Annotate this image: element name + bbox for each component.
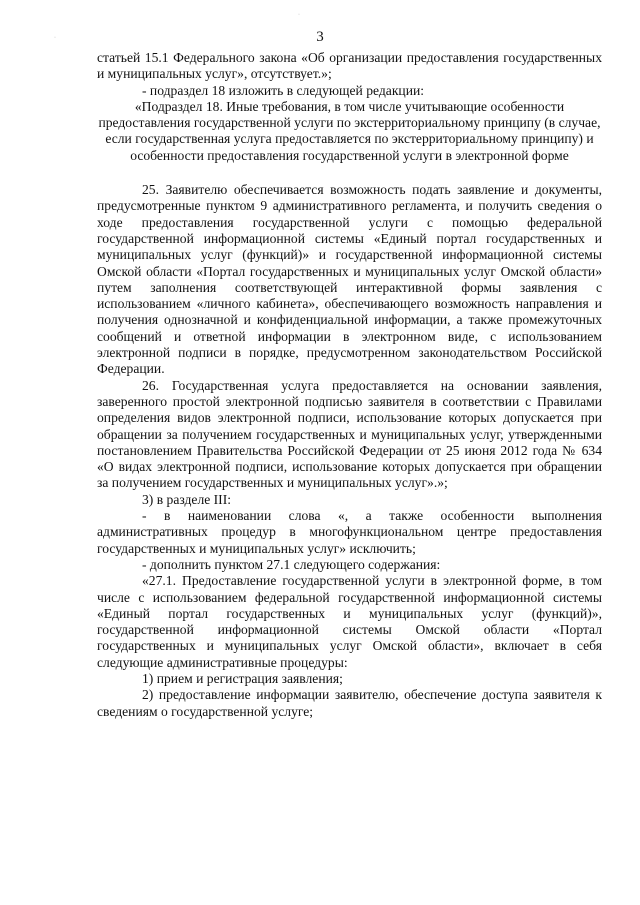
paragraph: статьей 15.1 Федерального закона «Об организации предоставления государственных и муниципальных услуг», отсутствует.»; xyxy=(97,50,602,82)
paragraph: 2) предоставление информации заявителю, обеспечение доступа заявителя к сведениям о государственной услуге; xyxy=(97,687,602,719)
paragraph: 26. Государственная услуга предоставляется на основании заявления, заверенного простой электронной подписью заявителя в соответствии с Правилами определения видов электронной подписи, использование которых допускается при обращении за получением государственных и муниципальных услуг, утвержденными постановлением Правительства Российской Федерации от 25 июня 2012 года № 634 «О видах электронной подписи, использование которых допускается при обращении за получением государственных и муниципальных услуг».»; xyxy=(97,377,602,491)
page-number: 3 xyxy=(316,29,324,45)
paragraph: - подраздел 18 изложить в следующей редакции: xyxy=(142,82,425,98)
spacer xyxy=(97,164,602,182)
paragraph: 25. Заявителю обеспечивается возможность подать заявление и документы, предусмотренные пунктом 9 административного регламента, и получить сведения о ходе предоставления государственной услуги с помощью федеральной государственной информационной системы «Единый портал государственных и муниципальных услуг (функций)» и государственной информационной системы Омской области «Портал государственных и муниципальных услуг Омской области» путем заполнения соответствующей интерактивной формы заявления с использованием «личного кабинета», обеспечивающего возможность направления и получения однозначной и конфиденциальной информации, а также промежуточных сообщений и ответной информации в электронном виде, с использованием электронной подписи в порядке, предусмотренном законодательством Российской Федерации. xyxy=(97,182,602,377)
paragraph: 1) прием и регистрация заявления; xyxy=(142,670,343,686)
scan-speck: · xyxy=(298,12,300,18)
document-body xyxy=(97,50,602,720)
scan-speck: · xyxy=(54,35,56,41)
paragraph: «27.1. Предоставление государственной услуги в электронной форме, в том числе с использованием федеральной государственной информационной системы «Единый портал государственных и муниципальных услуг (функций)», государственной информационной системы Омской области «Портал государственных и муниципальных услуг Омской области», включает в себя следующие административные процедуры: xyxy=(97,573,602,670)
paragraph: - в наименовании слова «, а также особенности выполнения административных процедур в многофункциональном центре предоставления государственных и муниципальных услуг» исключить; xyxy=(97,508,602,556)
subsection-heading: «Подраздел 18. Иные требования, в том числе учитывающие особенности предоставления государственной услуги по экстерриториальному принципу (в случае, если государственная услуга предоставляется по экстерриториальному принципу) и особенности предоставления государственной услуги в электронной форме xyxy=(98,98,601,163)
paragraph: 3) в разделе III: xyxy=(142,491,232,507)
paragraph: - дополнить пунктом 27.1 следующего содержания: xyxy=(142,556,441,572)
